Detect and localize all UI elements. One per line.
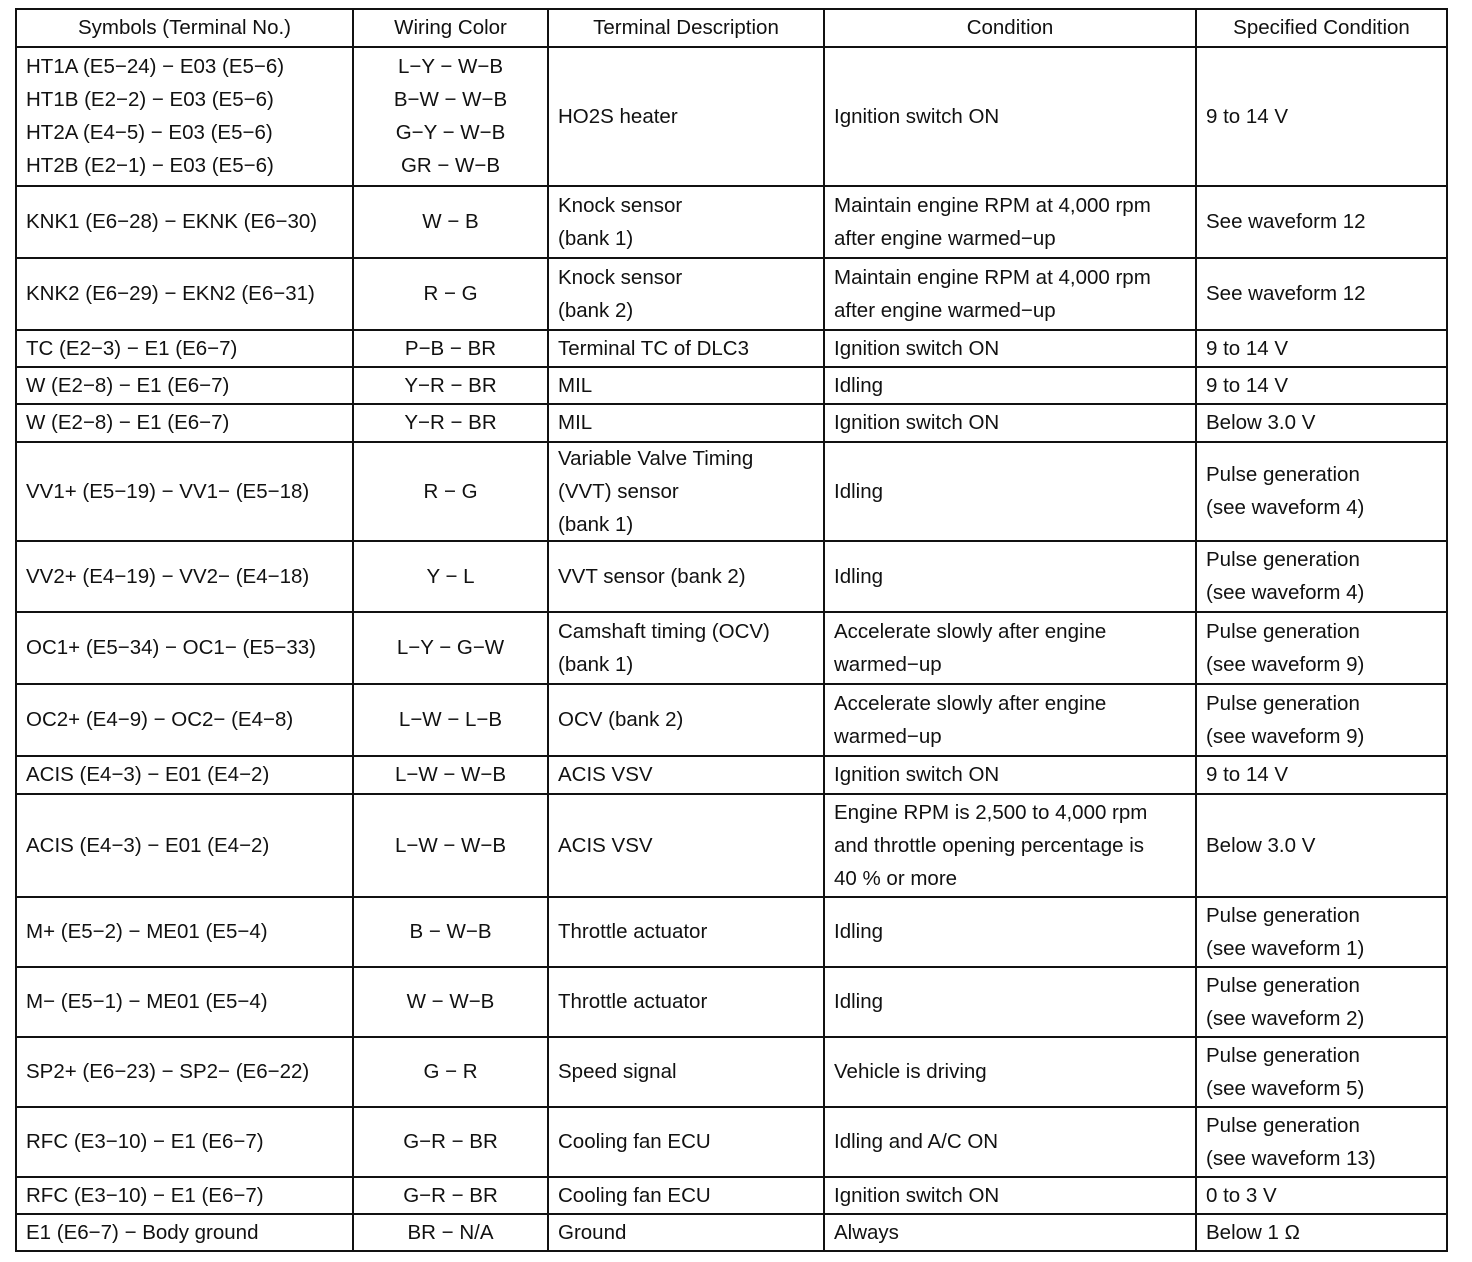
specified-condition-cell xyxy=(1196,330,1447,367)
cell-text-line: VV1+ (E5−19) − VV1− (E5−18) xyxy=(26,479,310,503)
table-body xyxy=(16,47,1447,1251)
symbols-cell xyxy=(16,47,353,186)
table-row xyxy=(16,258,1447,330)
cell-text-line: MIL xyxy=(558,411,593,434)
cell-text-line: warmed−up xyxy=(834,724,942,748)
wiring-color-cell xyxy=(353,541,548,612)
terminal-description-cell xyxy=(548,258,824,330)
cell-text-line: VVT sensor (bank 2) xyxy=(558,564,746,588)
cell-text-line: OC2+ (E4−9) − OC2− (E4−8) xyxy=(26,708,294,731)
cell-text-line: after engine warmed−up xyxy=(834,298,1056,322)
cell-text-line: Pulse generation xyxy=(1206,548,1360,571)
symbols-cell xyxy=(16,897,353,967)
cell-text-line: G−R − BR xyxy=(403,1183,498,1207)
symbols-cell xyxy=(16,541,353,612)
symbols-cell xyxy=(16,1107,353,1177)
cell-text-line: Y−R − BR xyxy=(404,373,497,397)
wiring-color-cell xyxy=(353,1107,548,1177)
cell-text-line: Idling xyxy=(834,479,884,503)
condition-cell xyxy=(824,442,1196,541)
specified-condition-cell xyxy=(1196,967,1447,1037)
cell-text-line: See waveform 12 xyxy=(1206,210,1366,233)
cell-text-line: (see waveform 4) xyxy=(1206,496,1365,519)
terminal-description-cell xyxy=(548,1177,824,1214)
cell-text-line: (see waveform 2) xyxy=(1206,1006,1365,1030)
terminal-description-cell xyxy=(548,186,824,258)
table-row xyxy=(16,756,1447,794)
cell-text-line: Idling xyxy=(834,920,884,943)
cell-text-line: MIL xyxy=(558,373,593,397)
table-row xyxy=(16,541,1447,612)
cell-text-line: Throttle actuator xyxy=(558,990,708,1013)
specified-condition-cell xyxy=(1196,1177,1447,1214)
wiring-color-cell xyxy=(353,47,548,186)
cell-text-line: Speed signal xyxy=(558,1060,677,1083)
cell-text-line: Accelerate slowly after engine xyxy=(834,619,1107,643)
cell-text-line: M− (E5−1) − ME01 (E5−4) xyxy=(26,990,268,1013)
specified-condition-cell xyxy=(1196,442,1447,541)
symbols-cell xyxy=(16,612,353,684)
cell-text-line: OCV (bank 2) xyxy=(558,708,684,731)
cell-text-line: B − W−B xyxy=(409,920,492,943)
cell-text-line: Maintain engine RPM at 4,000 rpm xyxy=(834,193,1151,217)
cell-text-line: HT1B (E2−2) − E03 (E5−6) xyxy=(26,88,274,111)
header-terminal-description: Terminal Description xyxy=(548,9,824,47)
cell-text-line: (bank 1) xyxy=(558,652,634,676)
wiring-color-cell xyxy=(353,404,548,442)
cell-text-line: RFC (E3−10) − E1 (E6−7) xyxy=(26,1130,264,1153)
table-row xyxy=(16,684,1447,756)
wiring-color-cell xyxy=(353,367,548,404)
cell-text-line: Below 1 Ω xyxy=(1206,1220,1300,1244)
condition-cell xyxy=(824,897,1196,967)
cell-text-line: 9 to 14 V xyxy=(1206,104,1289,128)
terminal-spec-table xyxy=(15,8,1448,1252)
cell-text-line: HT2A (E4−5) − E03 (E5−6) xyxy=(26,121,273,144)
cell-text-line: Ignition switch ON xyxy=(834,336,1000,360)
cell-text-line: W − W−B xyxy=(406,990,495,1013)
cell-text-line: L−Y − W−B xyxy=(397,55,504,78)
cell-text-line: See waveform 12 xyxy=(1206,282,1366,305)
cell-text-line: KNK2 (E6−29) − EKN2 (E6−31) xyxy=(26,282,315,305)
specified-condition-cell xyxy=(1196,1107,1447,1177)
terminal-description-cell xyxy=(548,330,824,367)
cell-text-line: (see waveform 9) xyxy=(1206,652,1365,676)
specified-condition-cell xyxy=(1196,47,1447,186)
condition-cell xyxy=(824,330,1196,367)
cell-text-line: VV2+ (E4−19) − VV2− (E4−18) xyxy=(26,564,310,588)
cell-text-line: (bank 1) xyxy=(558,512,634,536)
terminal-description-cell xyxy=(548,404,824,442)
cell-text-line: ACIS VSV xyxy=(558,763,653,786)
condition-cell xyxy=(824,186,1196,258)
condition-cell xyxy=(824,1107,1196,1177)
cell-text-line: Pulse generation xyxy=(1206,973,1360,997)
cell-text-line: HO2S heater xyxy=(558,104,678,128)
table-row xyxy=(16,404,1447,442)
cell-text-line: 40 % or more xyxy=(834,866,958,890)
table-row xyxy=(16,367,1447,404)
wiring-color-cell xyxy=(353,1214,548,1251)
symbols-cell xyxy=(16,404,353,442)
cell-text-line: Cooling fan ECU xyxy=(558,1130,711,1153)
cell-text-line: 9 to 14 V xyxy=(1206,336,1289,360)
terminal-description-cell xyxy=(548,612,824,684)
wiring-color-cell xyxy=(353,330,548,367)
cell-text-line: Below 3.0 V xyxy=(1206,411,1316,434)
cell-text-line: OC1+ (E5−34) − OC1− (E5−33) xyxy=(26,636,317,659)
specified-condition-cell xyxy=(1196,684,1447,756)
cell-text-line: Pulse generation xyxy=(1206,903,1360,927)
cell-text-line: Engine RPM is 2,500 to 4,000 rpm xyxy=(834,800,1148,824)
specified-condition-cell xyxy=(1196,258,1447,330)
header-row xyxy=(16,9,1447,47)
terminal-description-cell xyxy=(548,1107,824,1177)
terminal-description-cell xyxy=(548,367,824,404)
cell-text-line: Idling xyxy=(834,373,884,397)
cell-text-line: Ignition switch ON xyxy=(834,1183,1000,1207)
cell-text-line: G−R − BR xyxy=(403,1130,498,1153)
terminal-description-cell xyxy=(548,1214,824,1251)
condition-cell xyxy=(824,684,1196,756)
cell-text-line: Below 3.0 V xyxy=(1206,833,1316,857)
cell-text-line: (see waveform 13) xyxy=(1206,1146,1376,1170)
table-row xyxy=(16,794,1447,897)
cell-text-line: (bank 2) xyxy=(558,298,634,322)
cell-text-line: (bank 1) xyxy=(558,226,634,250)
cell-text-line: TC (E2−3) − E1 (E6−7) xyxy=(26,336,238,360)
cell-text-line: Pulse generation xyxy=(1206,463,1360,486)
wiring-color-cell xyxy=(353,258,548,330)
cell-text-line: G − R xyxy=(423,1060,478,1083)
table-row xyxy=(16,897,1447,967)
wiring-color-cell xyxy=(353,442,548,541)
header-symbols: Symbols (Terminal No.) xyxy=(16,9,353,47)
table-row xyxy=(16,1107,1447,1177)
cell-text-line: P−B − BR xyxy=(404,336,497,360)
cell-text-line: Pulse generation xyxy=(1206,691,1360,715)
cell-text-line: (VVT) sensor xyxy=(558,479,679,503)
cell-text-line: R − G xyxy=(423,479,478,503)
header-wiring-color: Wiring Color xyxy=(353,9,548,47)
terminal-description-cell xyxy=(548,47,824,186)
symbols-cell xyxy=(16,330,353,367)
cell-text-line: HT1A (E5−24) − E03 (E5−6) xyxy=(26,55,285,78)
wiring-color-cell xyxy=(353,897,548,967)
table-row xyxy=(16,1037,1447,1107)
table-row xyxy=(16,442,1447,541)
cell-text-line: Camshaft timing (OCV) xyxy=(558,619,770,643)
cell-text-line: GR − W−B xyxy=(400,154,501,177)
cell-text-line: Ground xyxy=(558,1220,627,1244)
condition-cell xyxy=(824,967,1196,1037)
cell-text-line: Maintain engine RPM at 4,000 rpm xyxy=(834,265,1151,289)
cell-text-line: Knock sensor xyxy=(558,193,683,217)
cell-text-line: Terminal TC of DLC3 xyxy=(558,336,750,360)
cell-text-line: G−Y − W−B xyxy=(395,121,506,144)
symbols-cell xyxy=(16,1214,353,1251)
specified-condition-cell xyxy=(1196,404,1447,442)
cell-text-line: Idling xyxy=(834,564,884,588)
cell-text-line: W (E2−8) − E1 (E6−7) xyxy=(26,373,230,397)
cell-text-line: Idling and A/C ON xyxy=(834,1130,999,1153)
specified-condition-cell xyxy=(1196,794,1447,897)
cell-text-line: L−W − W−B xyxy=(394,763,507,786)
cell-text-line: Y−R − BR xyxy=(404,411,497,434)
wiring-color-cell xyxy=(353,1037,548,1107)
specified-condition-cell xyxy=(1196,612,1447,684)
wiring-color-cell xyxy=(353,794,548,897)
specified-condition-cell xyxy=(1196,1037,1447,1107)
terminal-description-cell xyxy=(548,897,824,967)
cell-text-line: E1 (E6−7) − Body ground xyxy=(26,1220,259,1244)
condition-cell xyxy=(824,612,1196,684)
symbols-cell xyxy=(16,794,353,897)
cell-text-line: and throttle opening percentage is xyxy=(834,833,1145,857)
symbols-cell xyxy=(16,756,353,794)
cell-text-line: Ignition switch ON xyxy=(834,411,1000,434)
cell-text-line: (see waveform 4) xyxy=(1206,581,1365,604)
terminal-description-cell xyxy=(548,442,824,541)
specified-condition-cell xyxy=(1196,186,1447,258)
symbols-cell xyxy=(16,1037,353,1107)
terminal-description-cell xyxy=(548,967,824,1037)
table-row xyxy=(16,1177,1447,1214)
cell-text-line: SP2+ (E6−23) − SP2− (E6−22) xyxy=(26,1060,310,1083)
cell-text-line: Accelerate slowly after engine xyxy=(834,691,1107,715)
terminal-description-cell xyxy=(548,684,824,756)
cell-text-line: ACIS VSV xyxy=(558,833,653,857)
cell-text-line: W (E2−8) − E1 (E6−7) xyxy=(26,411,230,434)
cell-text-line: Knock sensor xyxy=(558,265,683,289)
cell-text-line: L−Y − G−W xyxy=(396,636,505,659)
header-condition: Condition xyxy=(824,9,1196,47)
symbols-cell xyxy=(16,186,353,258)
symbols-cell xyxy=(16,684,353,756)
cell-text-line: (see waveform 9) xyxy=(1206,724,1365,748)
cell-text-line: Pulse generation xyxy=(1206,619,1360,643)
cell-text-line: L−W − L−B xyxy=(398,708,503,731)
cell-text-line: L−W − W−B xyxy=(394,833,507,857)
cell-text-line: ACIS (E4−3) − E01 (E4−2) xyxy=(26,763,270,786)
condition-cell xyxy=(824,1214,1196,1251)
specified-condition-cell xyxy=(1196,756,1447,794)
cell-text-line: KNK1 (E6−28) − EKNK (E6−30) xyxy=(26,210,318,233)
symbols-cell xyxy=(16,1177,353,1214)
symbols-cell xyxy=(16,442,353,541)
table-row xyxy=(16,612,1447,684)
terminal-description-cell xyxy=(548,1037,824,1107)
symbols-cell xyxy=(16,367,353,404)
cell-text-line: Ignition switch ON xyxy=(834,763,1000,786)
cell-text-line: 9 to 14 V xyxy=(1206,373,1289,397)
condition-cell xyxy=(824,258,1196,330)
specified-condition-cell xyxy=(1196,367,1447,404)
condition-cell xyxy=(824,541,1196,612)
cell-text-line: after engine warmed−up xyxy=(834,226,1056,250)
symbols-cell xyxy=(16,258,353,330)
cell-text-line: (see waveform 1) xyxy=(1206,936,1365,960)
condition-cell xyxy=(824,756,1196,794)
specified-condition-cell xyxy=(1196,541,1447,612)
wiring-color-cell xyxy=(353,967,548,1037)
cell-text-line: Variable Valve Timing xyxy=(558,446,754,470)
cell-text-line: Y − L xyxy=(426,564,475,588)
condition-cell xyxy=(824,794,1196,897)
cell-text-line: Cooling fan ECU xyxy=(558,1183,711,1207)
cell-text-line: 9 to 14 V xyxy=(1206,763,1289,786)
cell-text-line: (see waveform 5) xyxy=(1206,1076,1365,1100)
condition-cell xyxy=(824,367,1196,404)
cell-text-line: HT2B (E2−1) − E03 (E5−6) xyxy=(26,154,274,177)
cell-text-line: M+ (E5−2) − ME01 (E5−4) xyxy=(26,920,268,943)
cell-text-line: Pulse generation xyxy=(1206,1043,1360,1067)
condition-cell xyxy=(824,1177,1196,1214)
table-row xyxy=(16,967,1447,1037)
table-row xyxy=(16,330,1447,367)
table-row xyxy=(16,1214,1447,1251)
cell-text-line: W − B xyxy=(422,210,479,233)
wiring-color-cell xyxy=(353,756,548,794)
cell-text-line: warmed−up xyxy=(834,652,942,676)
wiring-color-cell xyxy=(353,1177,548,1214)
condition-cell xyxy=(824,404,1196,442)
cell-text-line: Pulse generation xyxy=(1206,1113,1360,1137)
wiring-color-cell xyxy=(353,186,548,258)
cell-text-line: ACIS (E4−3) − E01 (E4−2) xyxy=(26,833,270,857)
terminal-description-cell xyxy=(548,541,824,612)
wiring-color-cell xyxy=(353,684,548,756)
table-row xyxy=(16,186,1447,258)
cell-text-line: Always xyxy=(834,1220,899,1244)
cell-text-line: Idling xyxy=(834,990,884,1013)
terminal-description-cell xyxy=(548,756,824,794)
cell-text-line: BR − N/A xyxy=(407,1220,494,1244)
header-specified-condition: Specified Condition xyxy=(1196,9,1447,47)
table-row xyxy=(16,47,1447,186)
wiring-color-cell xyxy=(353,612,548,684)
cell-text-line: 0 to 3 V xyxy=(1206,1183,1277,1207)
symbols-cell xyxy=(16,967,353,1037)
cell-text-line: RFC (E3−10) − E1 (E6−7) xyxy=(26,1183,264,1207)
terminal-description-cell xyxy=(548,794,824,897)
condition-cell xyxy=(824,47,1196,186)
specified-condition-cell xyxy=(1196,897,1447,967)
cell-text-line: B−W − W−B xyxy=(393,88,508,111)
cell-text-line: Vehicle is driving xyxy=(834,1060,987,1083)
specified-condition-cell xyxy=(1196,1214,1447,1251)
cell-text-line: Throttle actuator xyxy=(558,920,708,943)
cell-text-line: Ignition switch ON xyxy=(834,104,1000,128)
cell-text-line: R − G xyxy=(423,282,478,305)
condition-cell xyxy=(824,1037,1196,1107)
